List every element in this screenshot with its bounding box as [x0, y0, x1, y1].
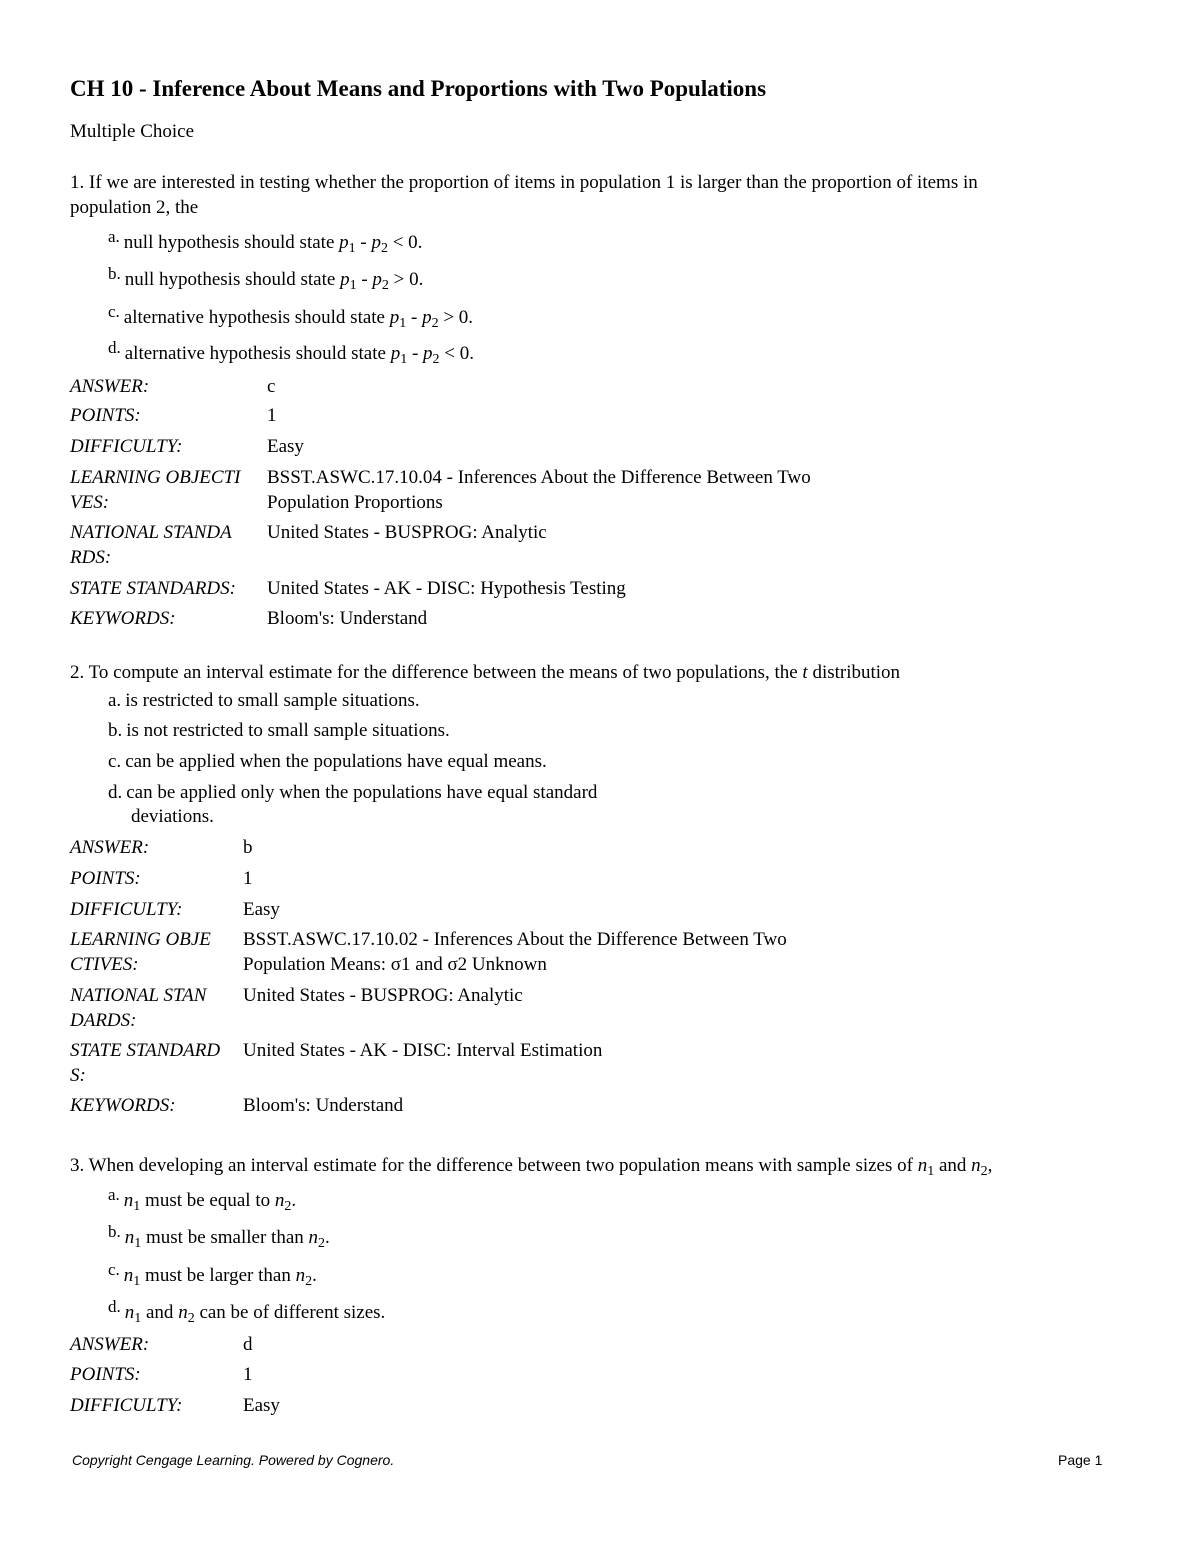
state-standards-label: STATE STANDARDS:	[70, 578, 236, 599]
question-2-choice-b	[108, 718, 450, 743]
keywords-value: Bloom's: Understand	[267, 608, 428, 629]
choice-text: can be of different sizes.	[199, 1302, 386, 1323]
choice-letter: d.	[108, 338, 121, 357]
symbol-p: p	[422, 307, 432, 328]
choice-text: must be smaller than	[146, 1227, 304, 1248]
choice-text: can be applied when the populations have equal means.	[125, 751, 547, 772]
subscript: 1	[134, 1236, 142, 1251]
symbol-n: n	[124, 1302, 135, 1323]
question-2-choice-d	[108, 780, 597, 805]
choice-text: null hypothesis should state	[123, 232, 335, 253]
question-3-choice-d	[108, 1297, 386, 1327]
subscript: 2	[381, 278, 389, 293]
minus-sign: -	[361, 269, 368, 290]
learning-objectives-value-line2: Population Proportions	[267, 492, 443, 513]
symbol-p: p	[340, 269, 350, 290]
comma: ,	[987, 1155, 993, 1176]
question-2-choice-c	[108, 749, 547, 774]
period: .	[291, 1190, 297, 1211]
state-standards-label-line2: S:	[70, 1065, 86, 1086]
answer-label: ANSWER:	[70, 376, 150, 397]
subscript: 1	[133, 1274, 141, 1289]
difficulty-value: Easy	[243, 1395, 280, 1416]
subscript: 1	[133, 1199, 141, 1214]
difficulty-value: Easy	[267, 436, 304, 457]
footer-page-number: Page 1	[1058, 1452, 1103, 1468]
minus-sign: -	[360, 232, 367, 253]
choice-letter: a.	[108, 1185, 120, 1204]
learning-objectives-value-line1: BSST.ASWC.17.10.02 - Inferences About the Difference Between Two	[243, 929, 787, 950]
choice-and: and	[146, 1302, 174, 1323]
symbol-n: n	[308, 1227, 319, 1248]
choice-text: must be equal to	[145, 1190, 271, 1211]
minus-sign: -	[411, 343, 419, 364]
points-value: 1	[243, 1364, 253, 1385]
points-label: POINTS:	[70, 1364, 141, 1385]
symbol-n: n	[123, 1190, 134, 1211]
question-1	[70, 170, 1140, 220]
question-2-choice-a	[108, 688, 420, 713]
keywords-label: KEYWORDS:	[70, 1095, 176, 1116]
subscript: 2	[187, 1311, 195, 1326]
footer-copyright: Copyright Cengage Learning. Powered by Cognero.	[72, 1452, 395, 1468]
difficulty-label: DIFFICULTY:	[70, 436, 183, 457]
question-1-text-line2: population 2, the	[70, 197, 199, 218]
learning-objectives-value-line1: BSST.ASWC.17.10.04 - Inferences About the Difference Between Two	[267, 467, 811, 488]
period: .	[325, 1227, 330, 1248]
section-heading: Multiple Choice	[70, 121, 195, 142]
question-1-choice-d	[108, 338, 474, 368]
subscript: 2	[431, 316, 439, 331]
points-value: 1	[267, 405, 277, 426]
question-2-text	[70, 660, 1140, 685]
subscript: 2	[318, 1236, 326, 1251]
subscript: 2	[284, 1199, 292, 1214]
symbol-n: n	[971, 1155, 981, 1176]
symbol-p: p	[372, 269, 382, 290]
state-standards-value: United States - AK - DISC: Interval Estimation	[243, 1040, 603, 1061]
national-standards-value: United States - BUSPROG: Analytic	[267, 522, 547, 543]
choice-text: alternative hypothesis should state	[124, 343, 386, 364]
choice-text: must be larger than	[145, 1265, 291, 1286]
learning-objectives-value-line2: Population Means: σ1 and σ2 Unknown	[243, 954, 547, 975]
question-2-text-prefix: 2. To compute an interval estimate for the difference between the means of two populations, the	[70, 662, 798, 683]
symbol-n: n	[124, 1227, 135, 1248]
choice-letter: c.	[108, 302, 120, 321]
symbol-p: p	[423, 343, 433, 364]
choice-relation: > 0.	[393, 269, 424, 290]
choice-letter: b.	[108, 1222, 121, 1241]
symbol-n: n	[123, 1265, 134, 1286]
keywords-value: Bloom's: Understand	[243, 1095, 404, 1116]
keywords-label: KEYWORDS:	[70, 608, 176, 629]
learning-objectives-label-line2: CTIVES:	[70, 954, 139, 975]
choice-letter: a.	[108, 227, 120, 246]
question-3-text-and: and	[938, 1155, 967, 1176]
subscript: 1	[134, 1311, 142, 1326]
choice-letter: a.	[108, 690, 122, 711]
difficulty-value: Easy	[243, 899, 280, 920]
subscript: 1	[927, 1164, 935, 1179]
choice-text: alternative hypothesis should state	[123, 307, 385, 328]
answer-value: d	[243, 1334, 253, 1355]
state-standards-value: United States - AK - DISC: Hypothesis Testing	[267, 578, 626, 599]
question-1-choice-b	[108, 264, 424, 294]
symbol-n: n	[178, 1302, 188, 1323]
question-3-choice-b	[108, 1222, 330, 1252]
learning-objectives-label-line2: VES:	[70, 492, 110, 513]
answer-value: c	[267, 376, 276, 397]
choice-relation: > 0.	[443, 307, 474, 328]
choice-text: null hypothesis should state	[124, 269, 336, 290]
minus-sign: -	[411, 307, 418, 328]
national-standards-label-line2: DARDS:	[70, 1010, 137, 1031]
question-1-choice-c	[108, 302, 474, 332]
choice-letter: b.	[108, 720, 123, 741]
national-standards-label-line1: NATIONAL STANDA	[70, 522, 232, 543]
difficulty-label: DIFFICULTY:	[70, 1395, 183, 1416]
state-standards-label-line1: STATE STANDARD	[70, 1040, 221, 1061]
period: .	[312, 1265, 317, 1286]
question-3-text-prefix: 3. When developing an interval estimate for the difference between two population means with sample sizes of	[70, 1155, 913, 1176]
choice-letter: b.	[108, 264, 121, 283]
choice-relation: < 0.	[444, 343, 474, 364]
national-standards-value: United States - BUSPROG: Analytic	[243, 985, 523, 1006]
points-label: POINTS:	[70, 868, 141, 889]
question-2-choice-d-continuation: deviations.	[131, 806, 214, 827]
symbol-p: p	[371, 232, 381, 253]
subscript: 2	[432, 352, 440, 367]
choice-letter: c.	[108, 1260, 120, 1279]
question-2	[70, 660, 1140, 685]
subscript: 2	[305, 1274, 313, 1289]
page-title: CH 10 - Inference About Means and Proportions with Two Populations	[70, 76, 767, 101]
answer-value: b	[243, 837, 253, 858]
learning-objectives-label-line1: LEARNING OBJECTI	[70, 467, 241, 488]
subscript: 2	[380, 241, 388, 256]
difficulty-label: DIFFICULTY:	[70, 899, 183, 920]
choice-letter: c.	[108, 751, 122, 772]
question-3-text	[70, 1153, 1140, 1180]
choice-text: is restricted to small sample situations.	[125, 690, 420, 711]
choice-letter: d.	[108, 782, 123, 803]
symbol-n: n	[917, 1155, 928, 1176]
subscript: 1	[399, 316, 407, 331]
question-2-text-suffix: distribution	[812, 662, 901, 683]
subscript: 1	[400, 352, 408, 367]
symbol-n: n	[274, 1190, 285, 1211]
question-3-choice-a	[108, 1185, 297, 1215]
choice-text: is not restricted to small sample situations.	[126, 720, 450, 741]
symbol-t: t	[802, 662, 808, 683]
question-3-choice-c	[108, 1260, 317, 1290]
answer-label: ANSWER:	[70, 1334, 150, 1355]
choice-relation: < 0.	[392, 232, 423, 253]
national-standards-label-line2: RDS:	[70, 547, 112, 568]
points-value: 1	[243, 868, 253, 889]
subscript: 1	[348, 241, 356, 256]
answer-label: ANSWER:	[70, 837, 150, 858]
choice-letter: d.	[108, 1297, 121, 1316]
points-label: POINTS:	[70, 405, 141, 426]
learning-objectives-label-line1: LEARNING OBJE	[70, 929, 211, 950]
question-1-text-line1: 1. If we are interested in testing whether the proportion of items in population 1 is larger than the proportion of items in	[70, 172, 978, 193]
symbol-p: p	[339, 232, 349, 253]
symbol-n: n	[295, 1265, 306, 1286]
question-3	[70, 1153, 1140, 1180]
national-standards-label-line1: NATIONAL STAN	[70, 985, 207, 1006]
question-1-choice-a	[108, 227, 423, 257]
symbol-p: p	[390, 343, 401, 364]
subscript: 1	[349, 278, 357, 293]
choice-text: can be applied only when the populations have equal standard	[126, 782, 598, 803]
subscript: 2	[980, 1164, 988, 1179]
symbol-p: p	[389, 307, 400, 328]
